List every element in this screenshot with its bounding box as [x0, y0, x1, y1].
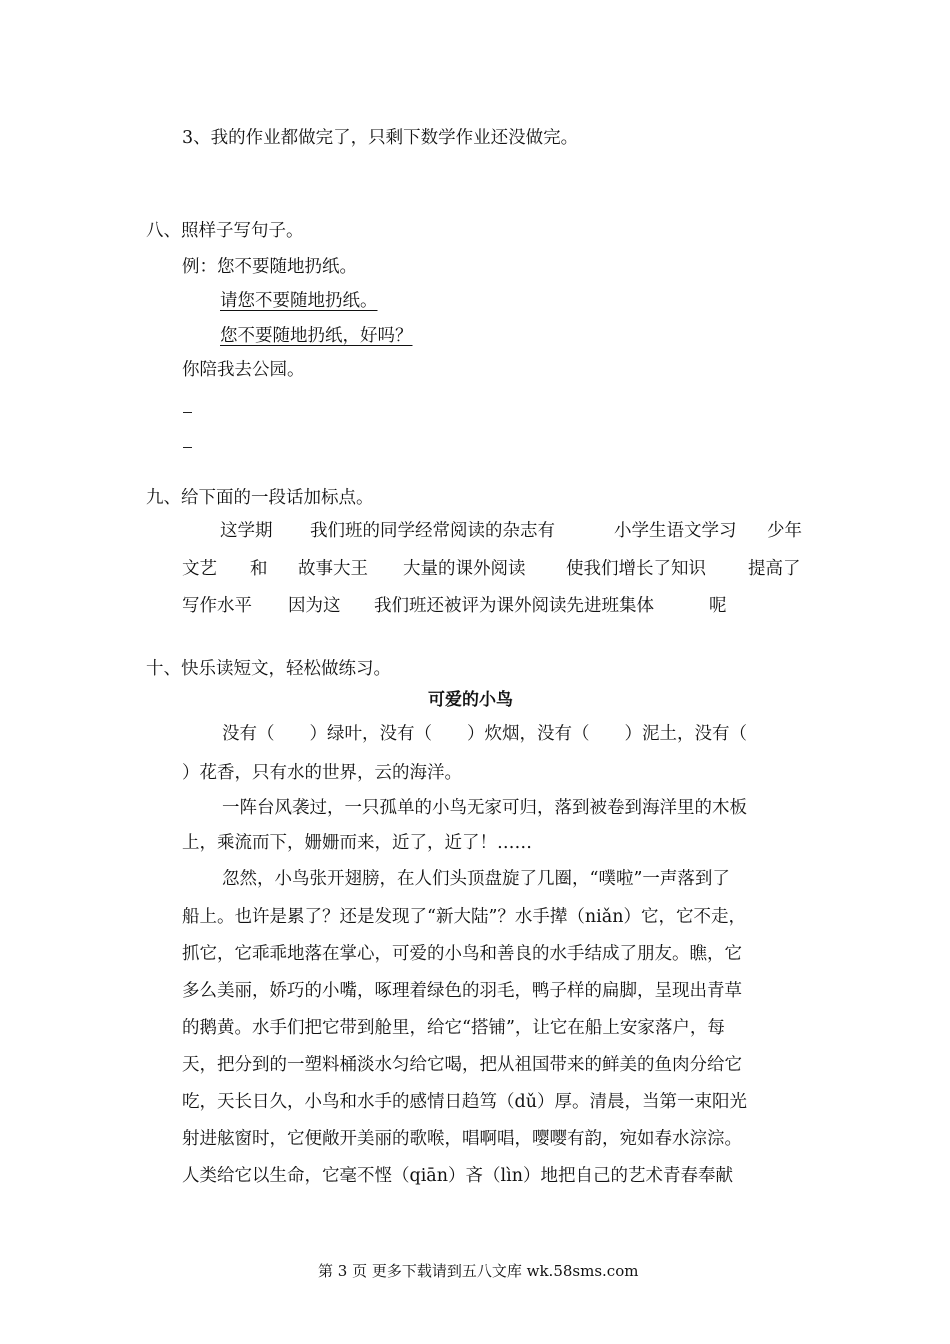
- section-9-phrase: 使我们增长了知识: [566, 559, 706, 579]
- passage-line: 吃，天长日久，小鸟和水手的感情日趋笃（dǔ）厚。清晨，当第一束阳光: [182, 1092, 747, 1112]
- page-footer: 第 3 页 更多下载请到五八文库 wk.58sms.com: [318, 1262, 639, 1280]
- section-9-phrase: 少年: [767, 521, 802, 541]
- section-9-phrase: 小学生语文学习: [614, 521, 737, 541]
- section-8-heading: 八、照样子写句子。: [146, 221, 304, 241]
- passage-line: 没有（ ）绿叶，没有（ ）炊烟，没有（ ）泥土，没有（: [222, 724, 747, 744]
- section-9-phrase: 这学期: [220, 521, 273, 541]
- passage-title: 可爱的小鸟: [428, 690, 513, 710]
- section-9-phrase: 大量的课外阅读: [403, 559, 526, 579]
- passage-line: 天，把分到的一塑料桶淡水匀给它喝，把从祖国带来的鲜美的鱼肉分给它: [182, 1055, 742, 1075]
- answer-blank-2: [183, 447, 192, 448]
- passage-line: 一阵台风袭过，一只孤单的小鸟无家可归，落到被卷到海洋里的木板: [222, 798, 747, 818]
- section-9-phrase: 和: [250, 559, 268, 579]
- section-10-heading: 十、快乐读短文，轻松做练习。: [146, 659, 391, 679]
- passage-line: 船上。也许是累了？还是发现了“新大陆”？水手撵（niǎn）它，它不走，: [182, 907, 746, 927]
- q7-item-3: 3、我的作业都做完了，只剩下数学作业还没做完。: [182, 128, 579, 148]
- passage-line: ）花香，只有水的世界，云的海洋。: [182, 763, 462, 783]
- passage-line: 的鹅黄。水手们把它带到舱里，给它“搭铺”，让它在船上安家落户，每: [182, 1018, 725, 1038]
- passage-line: 人类给它以生命，它毫不悭（qiān）吝（lìn）地把自己的艺术青春奉献: [182, 1166, 733, 1186]
- section-9-phrase: 提高了: [748, 559, 801, 579]
- passage-line: 多么美丽，娇巧的小嘴，啄理着绿色的羽毛，鸭子样的扁脚，呈现出青草: [182, 981, 742, 1001]
- section-9-phrase: 我们班的同学经常阅读的杂志有: [310, 521, 555, 541]
- section-9-phrase: 因为这: [288, 596, 341, 616]
- section-9-phrase: 我们班还被评为课外阅读先进班集体: [374, 596, 654, 616]
- passage-line: 忽然，小鸟张开翅膀，在人们头顶盘旋了几圈，“噗啦”一声落到了: [222, 869, 730, 889]
- answer-blank-1: [183, 412, 192, 413]
- passage-line: 抓它，它乖乖地落在掌心，可爱的小鸟和善良的水手结成了朋友。瞧，它: [182, 944, 742, 964]
- passage-line: 射进舷窗时，它便敞开美丽的歌喉，唱啊唱，嘤嘤有韵，宛如春水淙淙。: [182, 1129, 742, 1149]
- section-9-phrase: 呢: [709, 596, 727, 616]
- section-8-example: 例：您不要随地扔纸。: [182, 257, 357, 277]
- section-8-example-answer-2: 您不要随地扔纸，好吗？: [220, 326, 413, 346]
- section-9-heading: 九、给下面的一段话加标点。: [146, 488, 374, 508]
- section-8-prompt: 你陪我去公园。: [182, 360, 305, 380]
- section-8-example-answer-1: 请您不要随地扔纸。: [220, 291, 378, 311]
- section-9-phrase: 写作水平: [182, 596, 252, 616]
- passage-line: 上，乘流而下，姗姗而来，近了，近了！……: [182, 833, 532, 853]
- section-9-phrase: 故事大王: [298, 559, 368, 579]
- section-9-phrase: 文艺: [182, 559, 217, 579]
